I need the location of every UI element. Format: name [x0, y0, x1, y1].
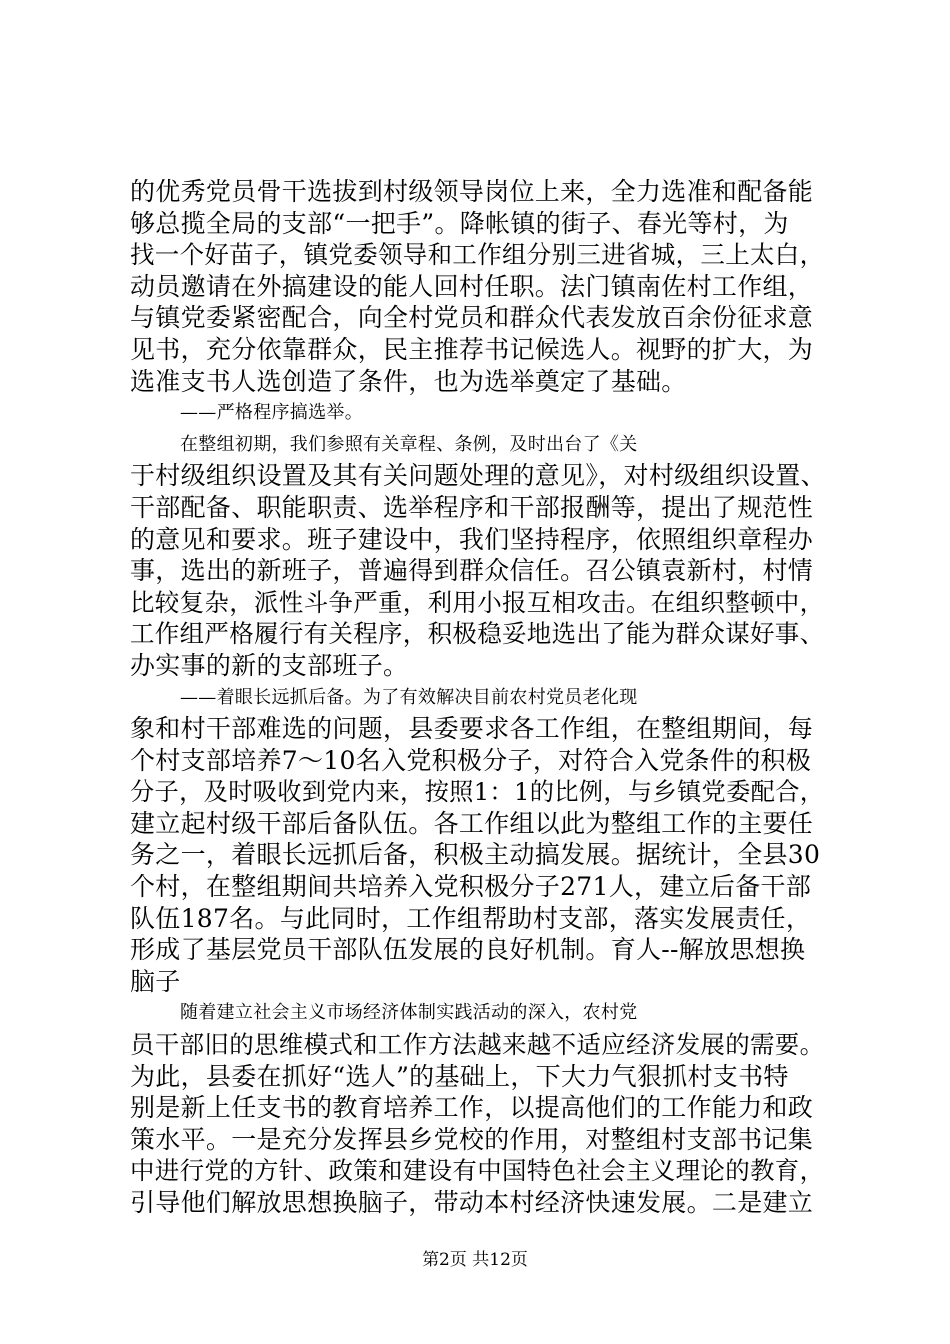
text-line: 引导他们解放思想换脑子，带动本村经济快速发展。二是建立 — [130, 1188, 814, 1217]
text-line: ——严格程序搞选举。 — [180, 402, 363, 424]
text-line: 与镇党委紧密配合，向全村党员和群众代表发放百余份征求意 — [130, 303, 814, 333]
text-line: 员干部旧的思维模式和工作方法越来越不适应经济发展的需要。 — [130, 1030, 825, 1060]
text-line: 脑子 — [130, 966, 181, 996]
text-line: 在整组初期，我们参照有关章程、条例，及时出台了《关 — [180, 433, 638, 455]
text-line: 选准支书人选创造了条件，也为选举奠定了基础。 — [130, 366, 687, 396]
text-line: 形成了基层党员干部队伍发展的良好机制。育人--解放思想换 — [130, 935, 806, 965]
text-line: 策水平。一是充分发挥县乡党校的作用，对整组村支部书记集 — [130, 1124, 814, 1154]
text-line: 动员邀请在外搞建设的能人回村任职。法门镇南佐村工作组， — [130, 271, 814, 301]
page-footer — [0, 1245, 950, 1270]
text-line: 工作组严格履行有关程序，积极稳妥地选出了能为群众谋好事、 — [130, 619, 825, 649]
text-line: 中进行党的方针、政策和建设有中国特色社会主义理论的教育， — [130, 1156, 825, 1186]
text-line: 够总揽全局的支部“一把手”。降帐镇的街子、春光等村，为 — [130, 208, 789, 238]
text-line: 办实事的新的支部班子。 — [130, 650, 409, 680]
text-line: 事，选出的新班子，普遍得到群众信任。召公镇袁新村，村情 — [130, 556, 814, 586]
text-line: 象和村干部难选的问题，县委要求各工作组，在整组期间，每 — [130, 714, 814, 744]
document-body — [130, 176, 830, 1219]
text-line: 队伍187名。与此同时，工作组帮助村支部，落实发展责任， — [130, 903, 812, 933]
text-line: 的优秀党员骨干选拔到村级领导岗位上来，全力选准和配备能 — [130, 177, 814, 206]
text-line: 干部配备、职能职责、选举程序和干部报酬等，提出了规范性 — [130, 492, 814, 522]
page-number: 第2页 共12页 — [422, 1250, 528, 1270]
text-line: 比较复杂，派性斗争严重，利用小报互相攻击。在组织整顿中， — [130, 587, 825, 617]
text-line: 于村级组织设置及其有关问题处理的意见》，对村级组织设置、 — [130, 461, 826, 491]
text-line: 务之一，着眼长远抓后备，积极主动搞发展。据统计，全县30 — [130, 840, 821, 870]
text-line: 为此，县委在抓好“选人”的基础上，下大力气狠抓村支书特 — [130, 1061, 789, 1091]
text-line: ——着眼长远抓后备。为了有效解决目前农村党员老化现 — [180, 686, 638, 708]
text-line: 随着建立社会主义市场经济体制实践活动的深入，农村党 — [180, 1002, 638, 1024]
text-line: 分子，及时吸收到党内来，按照1：1的比例，与乡镇党委配合， — [130, 777, 825, 807]
text-line: 个村，在整组期间共培养入党积极分子271人，建立后备干部 — [130, 872, 812, 902]
text-line: 见书，充分依靠群众，民主推荐书记候选人。视野的扩大，为 — [130, 334, 814, 364]
text-line: 的意见和要求。班子建设中，我们坚持程序，依照组织章程办 — [130, 524, 814, 554]
text-line: 建立起村级干部后备队伍。各工作组以此为整组工作的主要任 — [130, 808, 814, 838]
text-line: 找一个好苗子，镇党委领导和工作组分别三进省城，三上太白， — [130, 240, 825, 270]
text-line: 别是新上任支书的教育培养工作，以提高他们的工作能力和政 — [130, 1093, 814, 1123]
text-line: 个村支部培养7～10名入党积极分子，对符合入党条件的积极 — [130, 745, 812, 775]
